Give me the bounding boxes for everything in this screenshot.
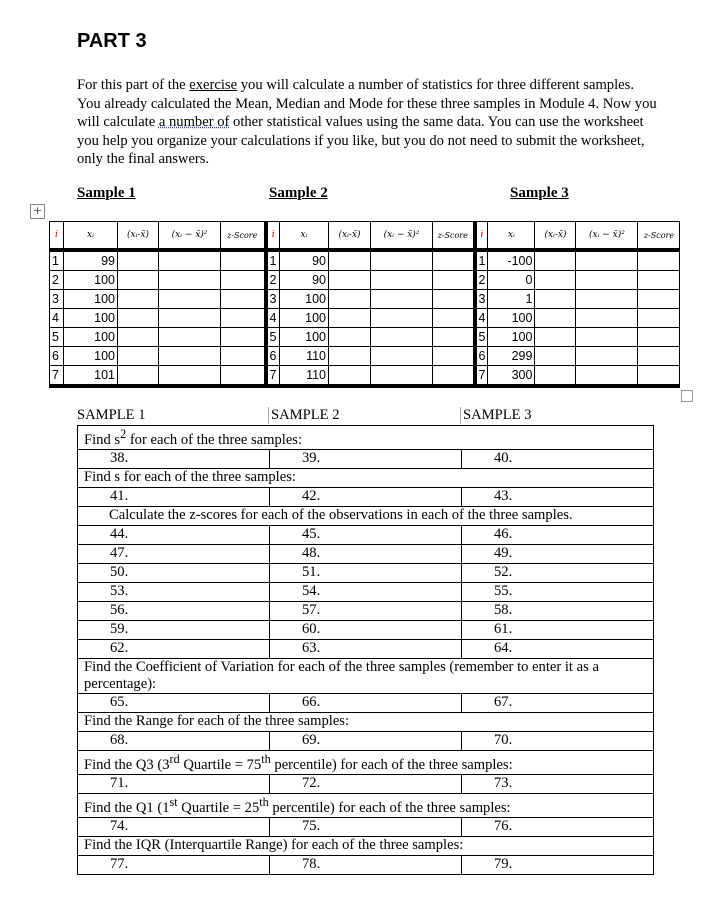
column-header: i bbox=[50, 222, 64, 251]
deviation-cell[interactable] bbox=[118, 366, 159, 387]
sample-2-heading: Sample 2 bbox=[269, 185, 328, 201]
row-index: 1 bbox=[266, 250, 280, 271]
answers-table bbox=[77, 425, 654, 875]
column-header: (xᵢ − x̄)² bbox=[576, 222, 638, 251]
answer-row bbox=[78, 525, 654, 544]
table-row bbox=[50, 309, 680, 328]
answer-cell[interactable]: 44. bbox=[78, 525, 270, 544]
column-header: (xᵢ-x̄) bbox=[118, 222, 159, 251]
answer-row bbox=[78, 693, 654, 712]
worksheet-table bbox=[49, 221, 680, 388]
z-score-cell[interactable] bbox=[221, 290, 266, 309]
answer-header-sample-2: SAMPLE 2 bbox=[268, 407, 340, 424]
column-header: z-Score bbox=[433, 222, 475, 251]
squared-deviation-cell[interactable] bbox=[576, 347, 638, 366]
answer-cell[interactable]: 64. bbox=[462, 639, 654, 658]
table-row bbox=[50, 250, 680, 271]
answer-row bbox=[78, 487, 654, 506]
squared-deviation-cell[interactable] bbox=[159, 290, 221, 309]
row-index: 4 bbox=[50, 309, 64, 328]
answer-row bbox=[78, 620, 654, 639]
question-row bbox=[78, 836, 654, 855]
question-row bbox=[78, 506, 654, 525]
intro-text: you will calculate a number of statistics for three different samples. You already calculated the Mean, Median and Mode for these three samples in Module 4. Now you will calculate bbox=[77, 77, 657, 131]
row-index: 1 bbox=[475, 250, 488, 271]
z-score-cell[interactable] bbox=[433, 328, 475, 347]
x-value[interactable]: 100 bbox=[280, 328, 329, 347]
column-header: xᵢ bbox=[280, 222, 329, 251]
column-header: z-Score bbox=[221, 222, 266, 251]
x-value[interactable]: 90 bbox=[280, 271, 329, 290]
row-index: 7 bbox=[50, 366, 64, 387]
answer-header-sample-1: SAMPLE 1 bbox=[77, 407, 146, 423]
squared-deviation-cell[interactable] bbox=[371, 366, 433, 387]
squared-deviation-cell[interactable] bbox=[371, 347, 433, 366]
squared-deviation-cell[interactable] bbox=[371, 271, 433, 290]
answer-row bbox=[78, 544, 654, 563]
answer-cell[interactable]: 47. bbox=[78, 544, 270, 563]
z-score-cell[interactable] bbox=[433, 290, 475, 309]
x-value[interactable]: -100 bbox=[488, 250, 535, 271]
row-index: 5 bbox=[475, 328, 488, 347]
x-value[interactable]: 100 bbox=[64, 271, 118, 290]
z-score-cell[interactable] bbox=[638, 309, 680, 328]
x-value[interactable]: 100 bbox=[64, 328, 118, 347]
squared-deviation-cell[interactable] bbox=[371, 309, 433, 328]
row-index: 1 bbox=[50, 250, 64, 271]
answer-cell[interactable]: 70. bbox=[462, 731, 654, 750]
answer-cell[interactable]: 66. bbox=[270, 693, 462, 712]
row-index: 3 bbox=[266, 290, 280, 309]
table-resize-handle[interactable] bbox=[681, 390, 693, 402]
column-header: z-Score bbox=[638, 222, 680, 251]
z-score-cell[interactable] bbox=[638, 290, 680, 309]
column-header: (xᵢ − x̄)² bbox=[159, 222, 221, 251]
table-row bbox=[50, 271, 680, 290]
answer-cell[interactable]: 51. bbox=[270, 563, 462, 582]
question-text: Find the IQR (Interquartile Range) for each of the three samples: bbox=[78, 836, 654, 855]
page-title: PART 3 bbox=[77, 30, 147, 52]
z-score-cell[interactable] bbox=[433, 309, 475, 328]
answer-row bbox=[78, 731, 654, 750]
answer-cell[interactable]: 69. bbox=[270, 731, 462, 750]
question-text: Find s for each of the three samples: bbox=[78, 468, 654, 487]
question-text: Find the Coefficient of Variation for each of the three samples (remember to enter it as a percentage): bbox=[78, 658, 654, 693]
deviation-cell[interactable] bbox=[329, 366, 371, 387]
answer-cell[interactable]: 74. bbox=[78, 817, 270, 836]
row-index: 4 bbox=[475, 309, 488, 328]
x-value[interactable]: 300 bbox=[488, 366, 535, 387]
deviation-cell[interactable] bbox=[118, 290, 159, 309]
z-score-cell[interactable] bbox=[638, 328, 680, 347]
squared-deviation-cell[interactable] bbox=[159, 328, 221, 347]
answer-cell[interactable]: 42. bbox=[270, 487, 462, 506]
answer-cell[interactable]: 50. bbox=[78, 563, 270, 582]
answer-cell[interactable]: 75. bbox=[270, 817, 462, 836]
z-score-cell[interactable] bbox=[221, 347, 266, 366]
deviation-cell[interactable] bbox=[535, 290, 576, 309]
answer-row bbox=[78, 774, 654, 793]
answer-cell[interactable]: 54. bbox=[270, 582, 462, 601]
row-index: 4 bbox=[266, 309, 280, 328]
deviation-cell[interactable] bbox=[535, 366, 576, 387]
z-score-cell[interactable] bbox=[221, 366, 266, 387]
answer-cell[interactable]: 46. bbox=[462, 525, 654, 544]
column-header: xᵢ bbox=[488, 222, 535, 251]
intro-text: other statistical values using the same data. You can use the worksheet you help you organize your calculations if you like, but you do not need to submit the worksheet, only the final answers. bbox=[77, 114, 645, 168]
answer-cell[interactable]: 53. bbox=[78, 582, 270, 601]
column-header: (xᵢ-x̄) bbox=[329, 222, 371, 251]
deviation-cell[interactable] bbox=[329, 271, 371, 290]
question-row bbox=[78, 750, 654, 774]
intro-paragraph bbox=[77, 76, 657, 169]
answer-row bbox=[78, 449, 654, 468]
answer-row bbox=[78, 582, 654, 601]
squared-deviation-cell[interactable] bbox=[159, 250, 221, 271]
answer-cell[interactable]: 56. bbox=[78, 601, 270, 620]
answer-cell[interactable]: 62. bbox=[78, 639, 270, 658]
row-index: 7 bbox=[475, 366, 488, 387]
answer-cell[interactable]: 60. bbox=[270, 620, 462, 639]
x-value[interactable]: 100 bbox=[488, 328, 535, 347]
z-score-cell[interactable] bbox=[638, 250, 680, 271]
squared-deviation-cell[interactable] bbox=[159, 347, 221, 366]
x-value[interactable]: 99 bbox=[64, 250, 118, 271]
answer-cell[interactable]: 45. bbox=[270, 525, 462, 544]
squared-deviation-cell[interactable] bbox=[576, 271, 638, 290]
row-index: 6 bbox=[266, 347, 280, 366]
deviation-cell[interactable] bbox=[329, 347, 371, 366]
answer-cell[interactable]: 57. bbox=[270, 601, 462, 620]
z-score-cell[interactable] bbox=[433, 347, 475, 366]
question-text: Find the Q3 (3rd Quartile = 75th percentile) for each of the three samples: bbox=[78, 750, 654, 774]
x-value[interactable]: 100 bbox=[280, 290, 329, 309]
answer-cell[interactable]: 78. bbox=[270, 855, 462, 874]
answer-header-sample-3: SAMPLE 3 bbox=[460, 407, 532, 424]
answer-cell[interactable]: 61. bbox=[462, 620, 654, 639]
column-header: (xᵢ − x̄)² bbox=[371, 222, 433, 251]
x-value[interactable]: 299 bbox=[488, 347, 535, 366]
deviation-cell[interactable] bbox=[329, 328, 371, 347]
x-value[interactable]: 90 bbox=[280, 250, 329, 271]
table-move-handle-icon[interactable]: + bbox=[30, 204, 45, 219]
deviation-cell[interactable] bbox=[535, 309, 576, 328]
answer-cell[interactable]: 59. bbox=[78, 620, 270, 639]
deviation-cell[interactable] bbox=[535, 271, 576, 290]
row-index: 5 bbox=[50, 328, 64, 347]
table-row bbox=[50, 328, 680, 347]
column-header: xᵢ bbox=[64, 222, 118, 251]
x-value[interactable]: 100 bbox=[64, 347, 118, 366]
deviation-cell[interactable] bbox=[118, 271, 159, 290]
answer-row bbox=[78, 563, 654, 582]
answer-cell[interactable]: 52. bbox=[462, 563, 654, 582]
column-header: i bbox=[475, 222, 488, 251]
row-index: 2 bbox=[475, 271, 488, 290]
answer-cell[interactable]: 76. bbox=[462, 817, 654, 836]
exercise-link[interactable]: exercise bbox=[189, 77, 238, 93]
question-text: Find $s^2$ for each of the three samples: bbox=[78, 426, 654, 450]
intro-text: For this part of the bbox=[77, 77, 190, 93]
squared-deviation-cell[interactable] bbox=[159, 309, 221, 328]
sample-1-heading: Sample 1 bbox=[77, 185, 136, 201]
row-index: 5 bbox=[266, 328, 280, 347]
z-score-cell[interactable] bbox=[221, 309, 266, 328]
answer-cell[interactable]: 65. bbox=[78, 693, 270, 712]
deviation-cell[interactable] bbox=[329, 309, 371, 328]
grammar-flag[interactable]: a number of bbox=[158, 114, 230, 131]
question-row bbox=[78, 468, 654, 487]
squared-deviation-cell[interactable] bbox=[576, 309, 638, 328]
z-score-cell[interactable] bbox=[638, 366, 680, 387]
question-text: Find the Q1 (1st Quartile = 25th percentile) for each of the three samples: bbox=[78, 793, 654, 817]
answer-cell[interactable]: 43. bbox=[462, 487, 654, 506]
z-score-cell[interactable] bbox=[221, 328, 266, 347]
deviation-cell[interactable] bbox=[118, 250, 159, 271]
row-index: 2 bbox=[50, 271, 64, 290]
answer-row bbox=[78, 817, 654, 836]
row-index: 6 bbox=[50, 347, 64, 366]
x-value[interactable]: 100 bbox=[64, 309, 118, 328]
answer-cell[interactable]: 63. bbox=[270, 639, 462, 658]
answer-cell[interactable]: 77. bbox=[78, 855, 270, 874]
x-value[interactable]: 110 bbox=[280, 366, 329, 387]
squared-deviation-cell[interactable] bbox=[576, 250, 638, 271]
answer-cell[interactable]: 71. bbox=[78, 774, 270, 793]
answer-cell[interactable]: 79. bbox=[462, 855, 654, 874]
z-score-cell[interactable] bbox=[638, 347, 680, 366]
answer-cell[interactable]: 49. bbox=[462, 544, 654, 563]
squared-deviation-cell[interactable] bbox=[371, 290, 433, 309]
answer-cell[interactable]: 41. bbox=[78, 487, 270, 506]
x-value[interactable]: 101 bbox=[64, 366, 118, 387]
deviation-cell[interactable] bbox=[118, 309, 159, 328]
x-value[interactable]: 100 bbox=[280, 309, 329, 328]
squared-deviation-cell[interactable] bbox=[371, 328, 433, 347]
answer-cell[interactable]: 72. bbox=[270, 774, 462, 793]
row-index: 6 bbox=[475, 347, 488, 366]
squared-deviation-cell[interactable] bbox=[371, 250, 433, 271]
x-value[interactable]: 100 bbox=[488, 309, 535, 328]
sample-3-heading: Sample 3 bbox=[510, 185, 569, 201]
row-index: 2 bbox=[266, 271, 280, 290]
column-header: (xᵢ-x̄) bbox=[535, 222, 576, 251]
row-index: 7 bbox=[266, 366, 280, 387]
deviation-cell[interactable] bbox=[329, 290, 371, 309]
question-row bbox=[78, 793, 654, 817]
row-index: 3 bbox=[50, 290, 64, 309]
table-row bbox=[50, 290, 680, 309]
z-score-cell[interactable] bbox=[638, 271, 680, 290]
squared-deviation-cell[interactable] bbox=[159, 271, 221, 290]
answer-cell[interactable]: 38. bbox=[78, 449, 270, 468]
question-row bbox=[78, 658, 654, 693]
deviation-cell[interactable] bbox=[535, 328, 576, 347]
question-row bbox=[78, 426, 654, 450]
answer-cell[interactable]: 68. bbox=[78, 731, 270, 750]
squared-deviation-cell[interactable] bbox=[576, 366, 638, 387]
deviation-cell[interactable] bbox=[118, 328, 159, 347]
answer-row bbox=[78, 855, 654, 874]
x-value[interactable]: 110 bbox=[280, 347, 329, 366]
question-text: Calculate the z-scores for each of the observations in each of the three samples. bbox=[78, 506, 654, 525]
answer-cell[interactable]: 67. bbox=[462, 693, 654, 712]
answer-cell[interactable]: 55. bbox=[462, 582, 654, 601]
deviation-cell[interactable] bbox=[535, 250, 576, 271]
x-value[interactable]: 0 bbox=[488, 271, 535, 290]
z-score-cell[interactable] bbox=[221, 250, 266, 271]
answer-cell[interactable]: 40. bbox=[462, 449, 654, 468]
answer-cell[interactable]: 73. bbox=[462, 774, 654, 793]
deviation-cell[interactable] bbox=[118, 347, 159, 366]
answer-cell[interactable]: 48. bbox=[270, 544, 462, 563]
column-header: i bbox=[266, 222, 280, 251]
answer-cell[interactable]: 39. bbox=[270, 449, 462, 468]
x-value[interactable]: 1 bbox=[488, 290, 535, 309]
z-score-cell[interactable] bbox=[221, 271, 266, 290]
row-index: 3 bbox=[475, 290, 488, 309]
x-value[interactable]: 100 bbox=[64, 290, 118, 309]
deviation-cell[interactable] bbox=[535, 347, 576, 366]
z-score-cell[interactable] bbox=[433, 271, 475, 290]
answer-row bbox=[78, 601, 654, 620]
question-row bbox=[78, 712, 654, 731]
z-score-cell[interactable] bbox=[433, 366, 475, 387]
squared-deviation-cell[interactable] bbox=[576, 290, 638, 309]
z-score-cell[interactable] bbox=[433, 250, 475, 271]
question-text: Find the Range for each of the three samples: bbox=[78, 712, 654, 731]
table-row bbox=[50, 347, 680, 366]
answer-cell[interactable]: 58. bbox=[462, 601, 654, 620]
squared-deviation-cell[interactable] bbox=[159, 366, 221, 387]
answer-row bbox=[78, 639, 654, 658]
table-row bbox=[50, 366, 680, 387]
deviation-cell[interactable] bbox=[329, 250, 371, 271]
squared-deviation-cell[interactable] bbox=[576, 328, 638, 347]
